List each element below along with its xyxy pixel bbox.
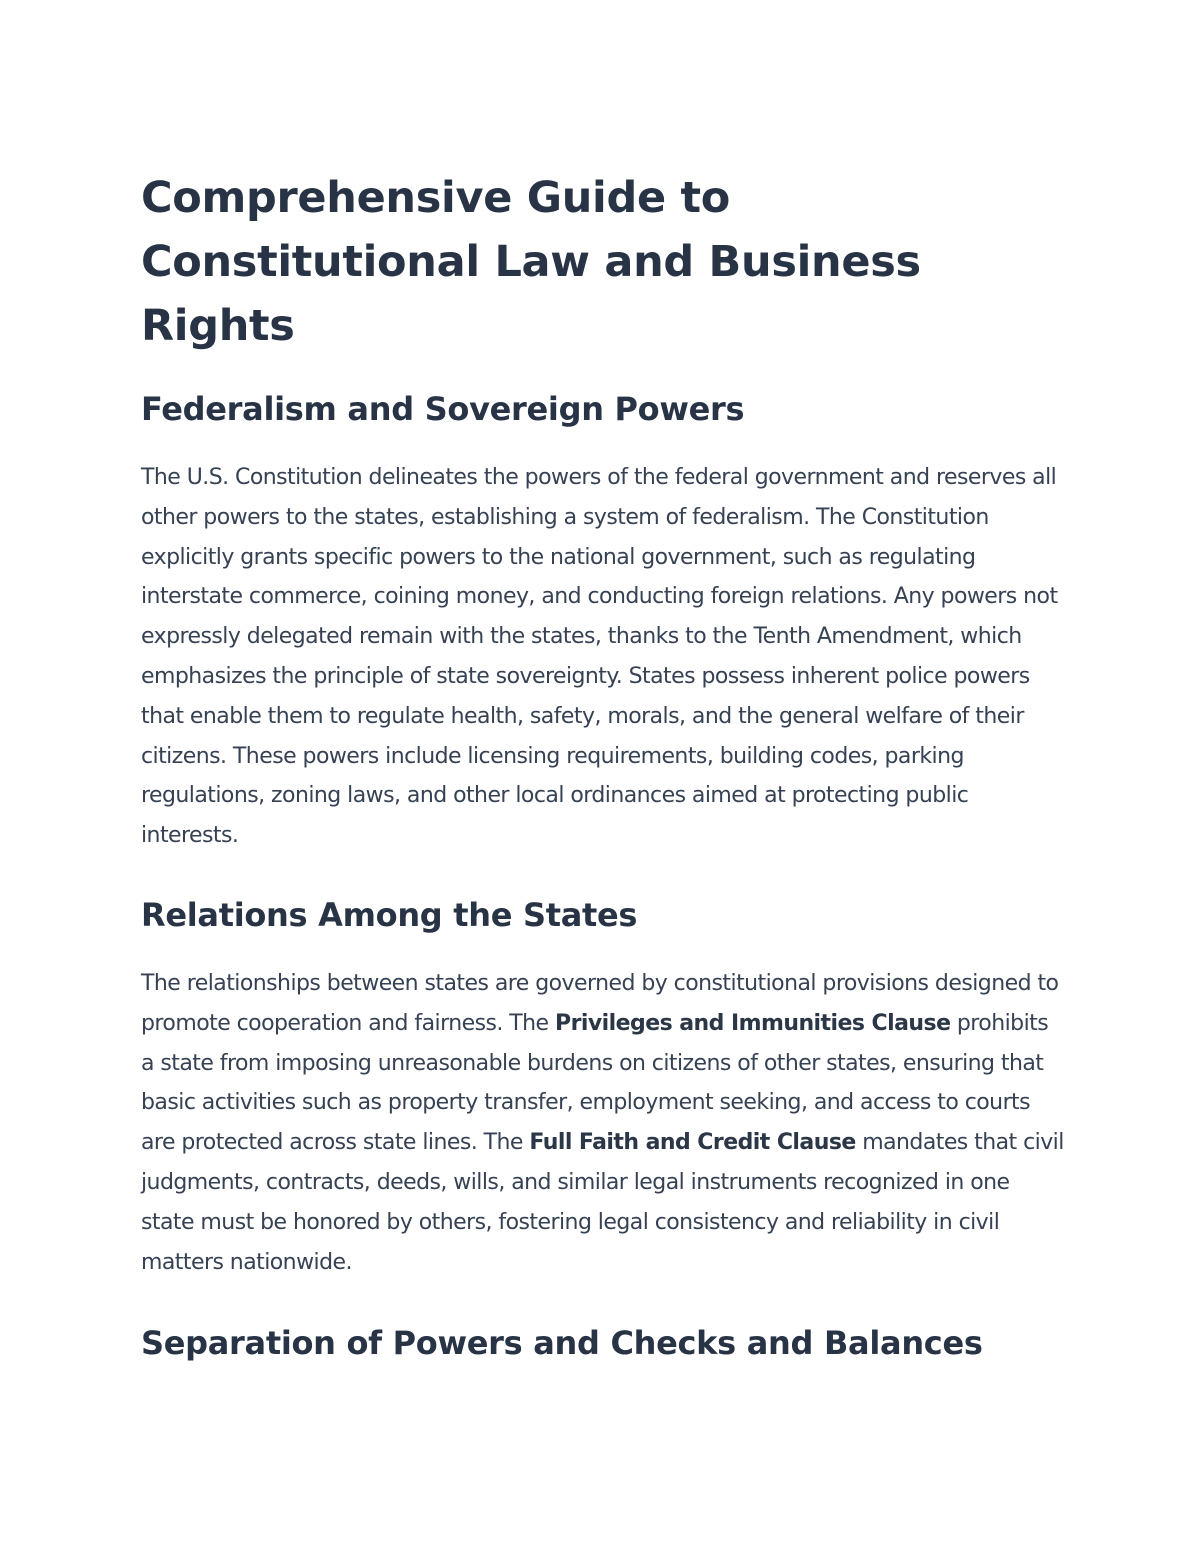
- privileges-immunities-clause-term: Privileges and Immunities Clause: [555, 1010, 951, 1036]
- paragraph-text: prohibits a state from imposing unreasonable burdens on citizens of other states, ensuring that basic activities such as property transfer, employment seeking, and access to courts are protected across state lines. The: [141, 1010, 1049, 1156]
- document-page: [141, 166, 1066, 1364]
- paragraph-text: The relationships between states are governed by constitutional provisions designed to promote cooperation and fairness. The: [141, 970, 1059, 1036]
- section-heading-relations-among-states: Relations Among the States: [141, 895, 638, 934]
- section-paragraph-relations-among-states: [141, 964, 1066, 1282]
- full-faith-credit-clause-term: Full Faith and Credit Clause: [529, 1130, 856, 1156]
- section-heading-federalism: Federalism and Sovereign Powers: [141, 390, 745, 428]
- section-heading-separation-of-powers: Separation of Powers and Checks and Balances: [141, 1324, 983, 1363]
- document-title: Comprehensive Guide to Constitutional Law and Business Rights: [141, 173, 921, 351]
- section-paragraph-federalism: The U.S. Constitution delineates the powers of the federal government and reserves all other powers to the states, establishing a system of federalism. The Constitution explicitly grants specific powers to the national government, such as regulating interstate commerce, coining money, and conducting foreign relations. Any powers not expressly delegated remain with the states, thanks to the Tenth Amendment, which emphasizes the principle of state sovereignty. States possess inherent police powers that enable them to regulate health, safety, morals, and the general welfare of their citizens. These powers include licensing requirements, building codes, parking regulations, zoning laws, and other local ordinances aimed at protecting public interests.: [141, 465, 1058, 849]
- paragraph-text: mandates that civil judgments, contracts, deeds, wills, and similar legal instruments recognized in one state must be honored by others, fostering legal consistency and reliability in civil matters nationwide.: [141, 1130, 1064, 1275]
